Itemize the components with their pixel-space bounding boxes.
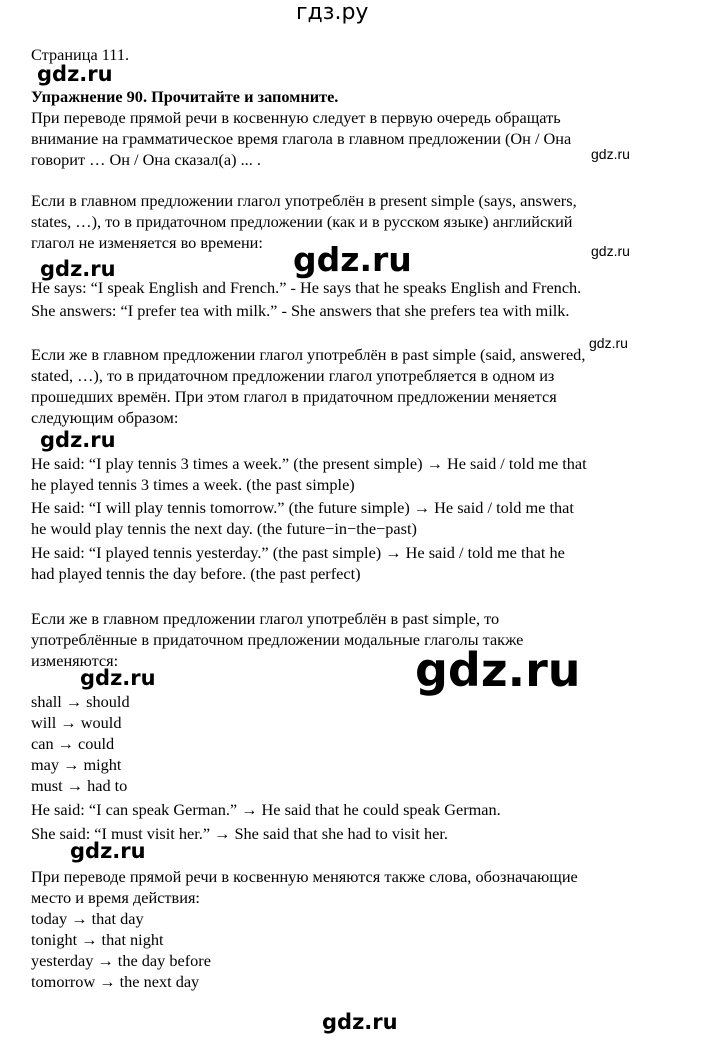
watermark: gdz.ru: [37, 62, 113, 86]
para3-line: Если же в главном предложении глагол употреблён в past simple (said, answered,: [31, 345, 586, 364]
example-line: He said: “I play tennis 3 times a week.” (the present simple) → He said / told me that: [31, 454, 587, 473]
para3-line: следующим образом:: [31, 408, 179, 427]
exercise-title: Упражнение 90. Прочитайте и запомните.: [31, 87, 339, 106]
para5-line: место и время действия:: [31, 888, 200, 907]
modal-item: shall → should: [31, 692, 130, 711]
watermark: gdz.ru: [591, 146, 630, 162]
para4-line: употреблённые в придаточном предложении модальные глаголы также: [31, 630, 524, 649]
modal-item: must → had to: [31, 776, 128, 795]
para3-line: stated, …), то в придаточном предложении глагол употребляется в одном из: [31, 366, 555, 385]
example-line: He said: “I will play tennis tomorrow.” (the future simple) → He said / told me that: [31, 498, 574, 517]
example-line: he played tennis 3 times a week. (the past simple): [31, 475, 355, 494]
para1-line: При переводе прямой речи в косвенную следует в первую очередь обращать: [31, 108, 561, 127]
para2-line: глагол не изменяется во времени:: [31, 233, 263, 252]
para2-line: states, …), то в придаточном предложении (как и в русском языке) английский: [31, 212, 573, 231]
watermark: gdz.ru: [589, 335, 628, 351]
time-word-item: yesterday → the day before: [31, 951, 211, 970]
example-line: he would play tennis the next day. (the future−in−the−past): [31, 519, 417, 538]
watermark: gdz.ru: [40, 257, 116, 281]
time-word-item: tomorrow → the next day: [31, 972, 200, 991]
para1-line: внимание на грамматическое время глагола в главном предложении (Он / Она: [31, 129, 572, 148]
watermark: gdz.ru: [40, 428, 116, 452]
example-line: had played tennis the day before. (the past perfect): [31, 564, 361, 583]
example-line: She answers: “I prefer tea with milk.” - She answers that she prefers tea with milk.: [31, 301, 570, 320]
watermark: gdz.ru: [80, 666, 156, 690]
example-line: He said: “I can speak German.” → He said that he could speak German.: [31, 800, 501, 819]
watermark: gdz.ru: [293, 240, 412, 279]
example-line: She said: “I must visit her.” → She said that she had to visit her.: [31, 824, 448, 843]
para1-line: говорит … Он / Она сказал(а) ... .: [31, 150, 261, 169]
example-line: He said: “I played tennis yesterday.” (the past simple) → He said / told me that he: [31, 543, 565, 562]
para4-line: изменяются:: [31, 651, 119, 670]
modal-item: will → would: [31, 713, 122, 732]
site-header: гдз.ру: [296, 0, 369, 25]
para5-line: При переводе прямой речи в косвенную меняются также слова, обозначающие: [31, 867, 578, 886]
example-line: He says: “I speak English and French.” - He says that he speaks English and French.: [31, 278, 582, 297]
para3-line: прошедших времён. При этом глагол в придаточном предложении меняется: [31, 387, 557, 406]
para4-line: Если же в главном предложении глагол употреблён в past simple, то: [31, 609, 500, 628]
time-word-item: tonight → that night: [31, 930, 164, 949]
modal-item: can → could: [31, 734, 115, 753]
modal-item: may → might: [31, 755, 122, 774]
para2-line: Если в главном предложении глагол употреблён в present simple (says, answers,: [31, 191, 577, 210]
watermark: gdz.ru: [591, 243, 630, 259]
watermark: gdz.ru: [70, 839, 146, 863]
watermark: gdz.ru: [415, 643, 581, 697]
page-label: Страница 111.: [31, 45, 130, 64]
time-word-item: today → that day: [31, 909, 144, 928]
watermark: gdz.ru: [322, 1010, 398, 1034]
